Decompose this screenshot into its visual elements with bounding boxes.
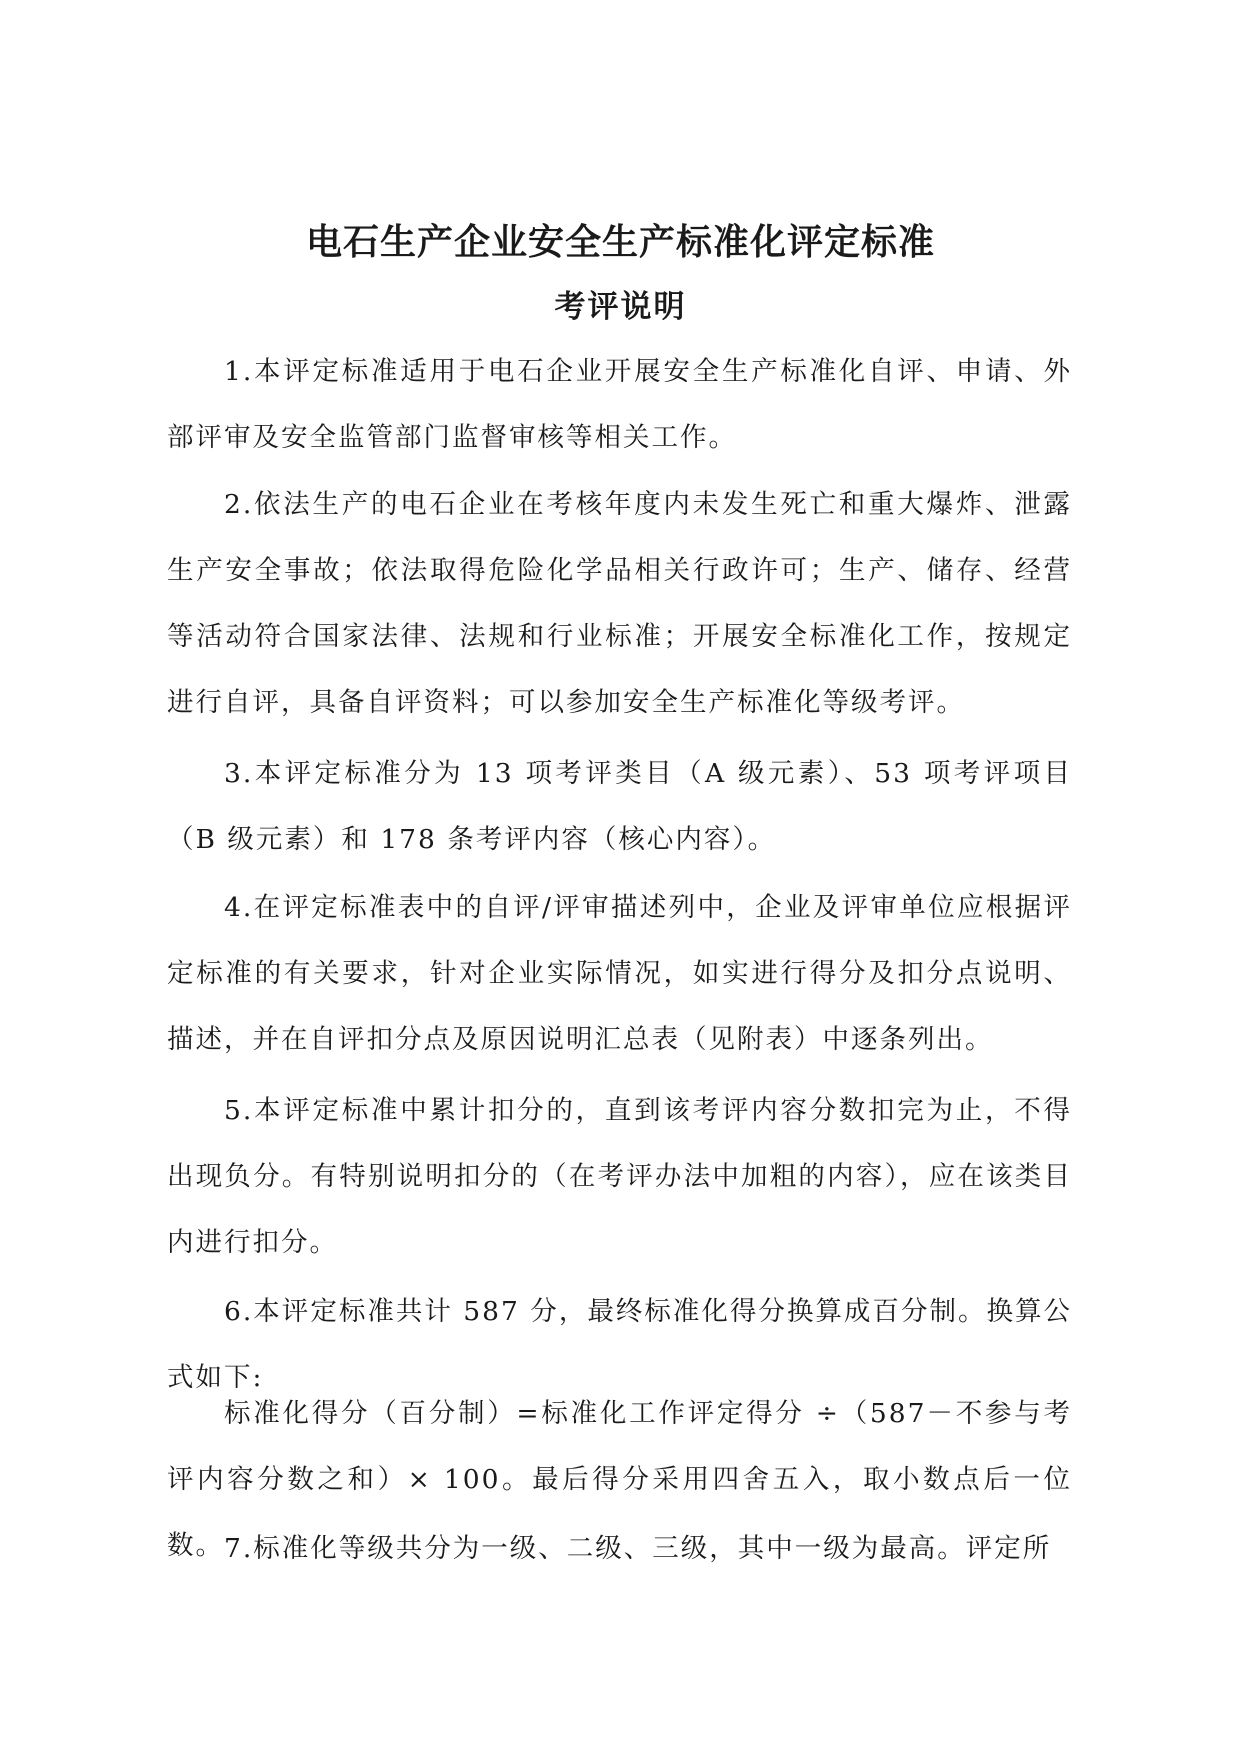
section-heading: 考评说明 <box>554 289 687 325</box>
paragraph-1: 1.本评定标准适用于电石企业开展安全生产标准化自评、申请、外部评审及安全监管部门监督审核等相关工作。 <box>167 356 1072 453</box>
paragraph-7: 7.标准化等级共分为一级、二级、三级，其中一级为最高。评定所 <box>224 1533 1052 1564</box>
paragraph-5: 5.本评定标准中累计扣分的，直到该考评内容分数扣完为止，不得出现负分。有特别说明扣分的（在考评办法中加粗的内容），应在该类目内进行扣分。 <box>167 1095 1072 1258</box>
paragraph-2: 2.依法生产的电石企业在考核年度内未发生死亡和重大爆炸、泄露生产安全事故；依法取得危险化学品相关行政许可；生产、储存、经营等活动符合国家法律、法规和行业标准；开展安全标准化工作，按规定进行自评，具备自评资料；可以参加安全生产标准化等级考评。 <box>167 489 1072 718</box>
paragraph-4: 4.在评定标准表中的自评/评审描述列中，企业及评审单位应根据评定标准的有关要求，针对企业实际情况，如实进行得分及扣分点说明、描述，并在自评扣分点及原因说明汇总表（见附表）中逐条列出。 <box>167 892 1072 1055</box>
paragraph-3: 3.本评定标准分为 13 项考评类目（A 级元素）、53 项考评项目（B 级元素）和 178 条考评内容（核心内容）。 <box>167 758 1072 855</box>
paragraph-6: 6.本评定标准共计 587 分，最终标准化得分换算成百分制。换算公式如下: <box>167 1296 1072 1393</box>
document-title: 电石生产企业安全生产标准化评定标准 <box>305 222 935 263</box>
formula-paragraph: 标准化得分（百分制）=标准化工作评定得分 ÷（587－不参与考评内容分数之和）× 100。最后得分采用四舍五入，取小数点后一位数。 <box>167 1398 1072 1561</box>
